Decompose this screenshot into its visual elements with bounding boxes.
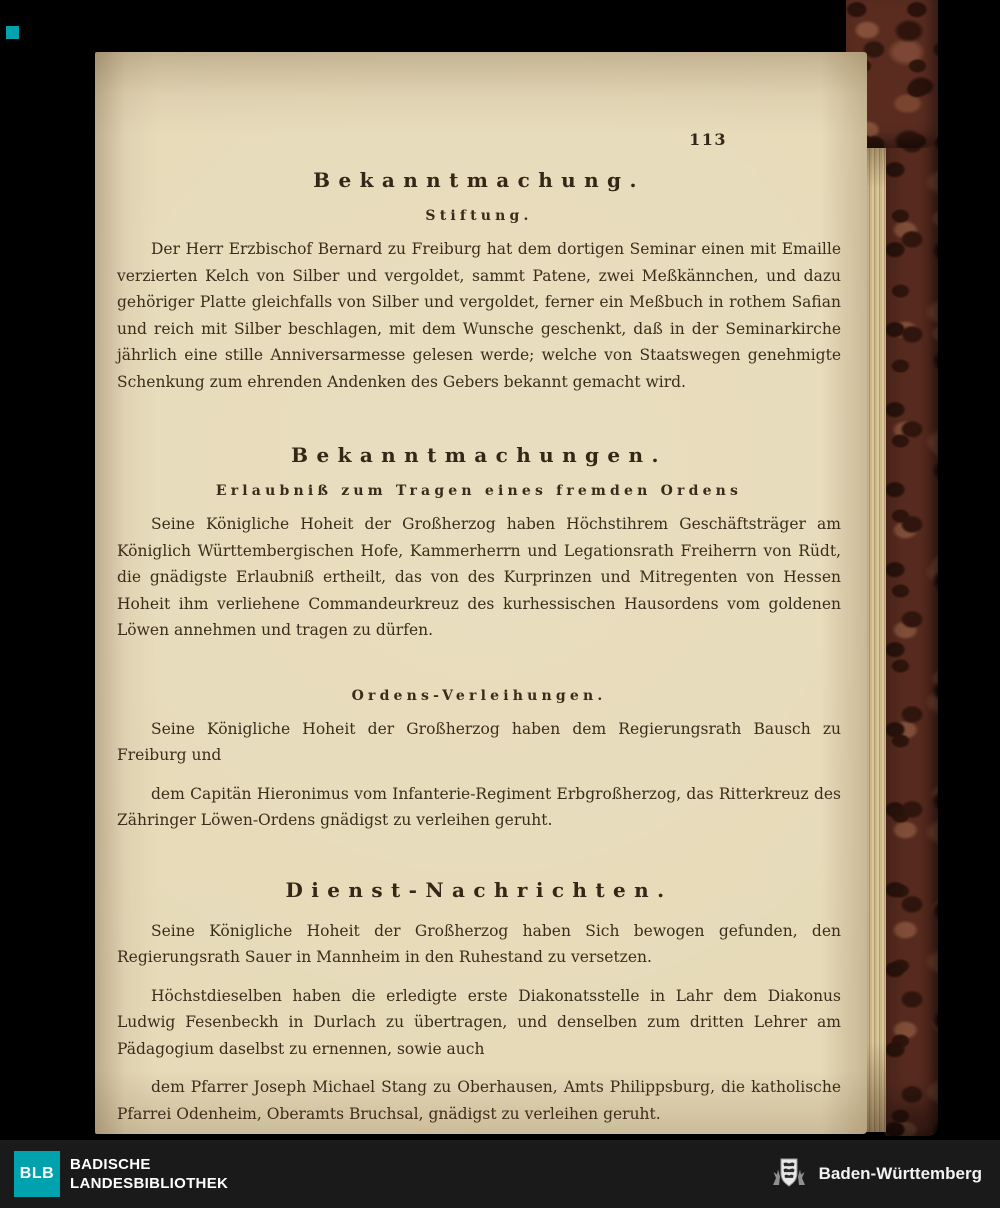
subheading-stiftung: Stiftung.: [425, 208, 533, 224]
paragraph-erlaubniss: Seine Königliche Hoheit der Großherzog haben Höchstihrem Geschäftsträger am Königlich Württembergischen Hofe, Kammerherrn und Legationsrath Freiherrn von Rüdt, die gnädigste Erlaubniß ertheilt, das von des Kurprinzen und Mitregenten von Hessen Hoheit ihm verliehene Commandeurkreuz des kurhessischen Hausordens vom goldenen Löwen annehmen und tragen zu dürfen.: [117, 515, 841, 639]
library-name-line2: LANDESBIBLIOTHEK: [70, 1175, 229, 1192]
paragraph-stiftung: Der Herr Erzbischof Bernard zu Freiburg hat dem dortigen Seminar einen mit Emaille verzierten Kelch von Silber und vergoldet, sammt Patene, zwei Meßkännchen, und dazu gehöriger Platte gleichfalls von Silber und vergoldet, ferner ein Meßbuch in rothem Safian und reich mit Silber beschlagen, mit dem Wunsche geschenkt, daß in der Seminarkirche jährlich eine stille Anniversarmesse gelesen werde; welche von Staatswegen genehmigte Schenkung zum ehrenden Andenken des Gebers bekannt gemacht wird.: [117, 240, 841, 391]
library-name-line1: BADISCHE: [70, 1156, 151, 1173]
paragraph-dienst-1: Seine Königliche Hoheit der Großherzog haben Sich bewogen gefunden, den Regierungsrath Sauer in Mannheim in den Ruhestand zu versetzen.: [117, 921, 841, 966]
paragraph-dienst-2: Höchstdieselben haben die erledigte erste Diakonatsstelle in Lahr dem Diakonus Ludwig Fesenbeckh in Durlach zu übertragen, und denselben zum dritten Lehrer am Pädagogium daselbst zu ernennen, sowie auch: [117, 986, 841, 1058]
paragraph-ordens-2: dem Capitän Hieronimus vom Infanterie-Regiment Erbgroßherzog, das Ritterkreuz des Zähringer Löwen-Ordens gnädigst zu verleihen geruht.: [117, 784, 841, 829]
library-footer: [0, 1140, 1000, 1208]
library-name: [70, 1155, 228, 1193]
subheading-ordens-verleihungen: Ordens-Verleihungen.: [351, 687, 607, 704]
subheading-erlaubniss: Erlaubniß zum Tragen eines fremden Ordens: [215, 483, 743, 499]
state-name: Baden-Württemberg: [818, 1164, 982, 1183]
paragraph-dienst-3: dem Pfarrer Joseph Michael Stang zu Oberhausen, Amts Philippsburg, die katholische Pfarrei Odenheim, Oberamts Bruchsal, gnädigst zu verleihen geruht.: [117, 1078, 841, 1123]
blb-logo-text: BLB: [19, 1165, 55, 1182]
book-cover-edge: [884, 0, 938, 1136]
heading-bekanntmachung: Bekanntmachung.: [313, 168, 645, 192]
page-content: [95, 52, 867, 1127]
scanned-page: [95, 52, 867, 1134]
coat-of-arms-icon: [769, 1153, 809, 1195]
heading-bekanntmachungen: Bekanntmachungen.: [291, 443, 667, 467]
state-brand[interactable]: [769, 1153, 986, 1195]
viewer-corner-marker: [6, 26, 19, 39]
page-number: 113: [689, 130, 727, 149]
heading-dienst-nachrichten: Dienst-Nachrichten.: [285, 877, 673, 902]
blb-logo[interactable]: [14, 1151, 60, 1197]
paragraph-ordens-1: Seine Königliche Hoheit der Großherzog haben dem Regierungsrath Bausch zu Freiburg und: [117, 719, 841, 764]
